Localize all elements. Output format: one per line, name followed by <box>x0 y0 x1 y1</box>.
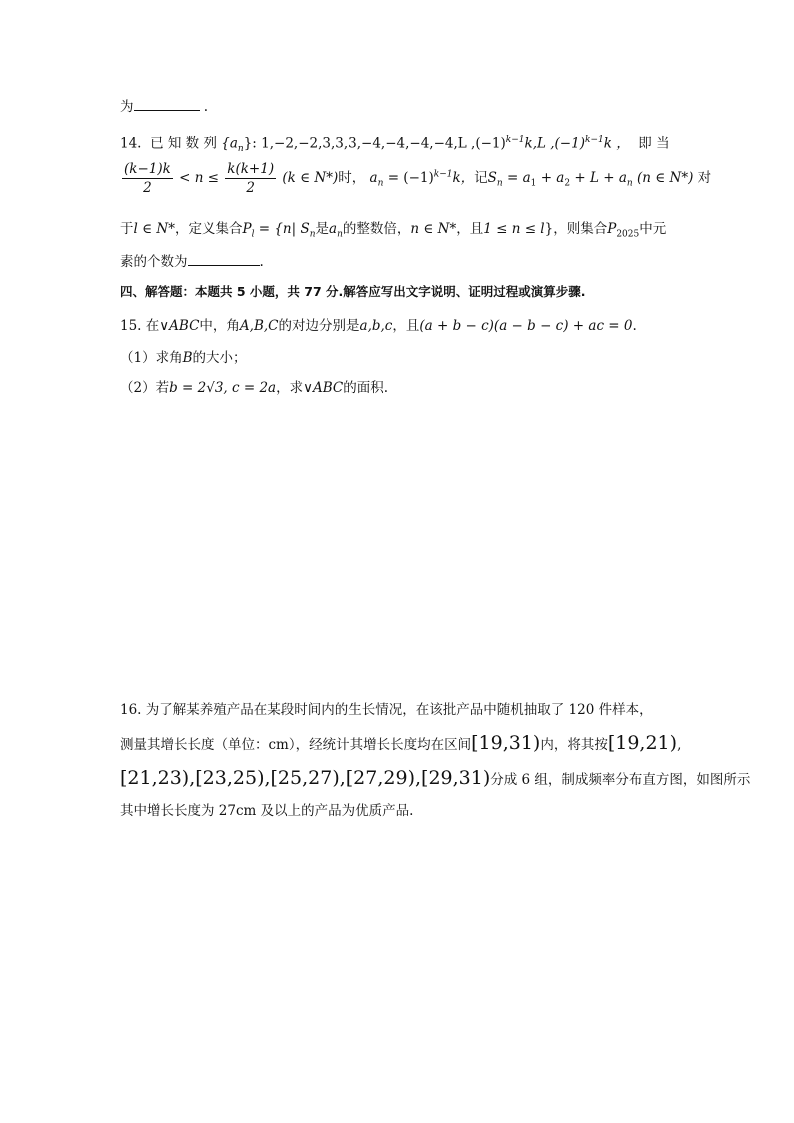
q14-relation: < n ≤ <box>179 170 219 186</box>
q14-an: a <box>369 170 378 186</box>
q14-sn-sub: n <box>496 178 503 189</box>
q16-line-4: 其中增长长度为 27cm 及以上的产品为优质产品. <box>120 803 414 819</box>
q15-part2-triangle: ∨ABC <box>303 380 344 396</box>
q14-plus-1: + a <box>536 170 565 186</box>
q15-triangle: ∨ABC <box>159 318 200 334</box>
q14-n-in: n ∈ N* <box>410 221 457 237</box>
q14-l3-prefix: 于 <box>120 221 134 237</box>
q15-number: 15. <box>120 318 142 334</box>
q14-mid-2: k ， <box>603 135 630 152</box>
q14-an2-sub: n <box>626 178 633 189</box>
q14-frac1-den: 2 <box>143 180 152 196</box>
q14-sup-1: k−1 <box>505 135 525 145</box>
q14-a2-sub: 2 <box>564 178 571 189</box>
q14-S-sub: n <box>309 229 316 240</box>
q14-line-2 <box>120 160 711 202</box>
q14-P2: P <box>607 221 617 237</box>
q15-mid: 中，角 <box>199 318 240 334</box>
q14-condition: (k ∈ N*) <box>282 170 339 186</box>
q14-number: 14. <box>120 135 142 152</box>
q14-l4-end: . <box>259 254 264 270</box>
q14-an-rest: = (−1) <box>383 170 434 186</box>
q16-line-1: 16. 为了解某养殖产品在某段时间内的生长情况，在该批产品中随机抽取了 120 件样本， <box>120 702 653 718</box>
q14-P-sub: l <box>251 229 255 240</box>
q14-line-1 <box>120 130 670 159</box>
q16-l2-mid: 内，将其按 <box>540 737 608 753</box>
q14-P2-sub: 2025 <box>616 229 640 240</box>
q14-dui: 对 <box>693 170 712 186</box>
q14-mid-1: k,L ,(−1) <box>524 135 585 152</box>
q14-line-4 <box>120 251 264 272</box>
q15-line-1 <box>120 316 637 336</box>
q16-line-2 <box>120 733 681 755</box>
q15-part2-tail: 的面积. <box>343 380 389 396</box>
q14-l3-cond: ，且 <box>456 221 484 237</box>
q16-l2-comma: , <box>677 737 682 753</box>
q14-prefix: 已 知 数 列 <box>150 135 217 152</box>
q16-interval: [19,31) <box>471 732 541 754</box>
q14-an-sup: k−1 <box>433 169 453 180</box>
q15-end: . <box>632 318 637 334</box>
q14-an-k: k， <box>452 170 475 186</box>
q14-set-open: = {n| <box>254 221 297 237</box>
section-4-heading: 四、解答题：本题共 5 小题，共 77 分.解答应写出文字说明、证明过程或演算步骤. <box>120 284 586 299</box>
q15-equation: (a + b − c)(a − b − c) + ac = 0 <box>419 318 633 334</box>
q14-is: 是 <box>315 221 330 237</box>
q15-part1-var: B <box>182 350 193 366</box>
q16-l2-pre: 测量其增长长度（单位：cm），经统计其增长长度均在区间 <box>120 737 472 753</box>
q14-an-sub: n <box>377 178 384 189</box>
q15-part2-label: （2）若 <box>120 380 170 396</box>
q14-P: P <box>242 221 252 237</box>
q14-time: 时， <box>338 170 366 186</box>
q14-sn: S <box>487 170 497 186</box>
q14-plus-2: + L + a <box>570 170 627 186</box>
q15-sides: a,b,c <box>359 318 393 334</box>
q15-angles: A,B,C <box>239 318 279 334</box>
q14-fraction-2 <box>225 160 276 197</box>
q14-fraction-1 <box>122 160 173 197</box>
q14-seq-body: : 1,−2,−2,3,3,3,−4,−4,−4,−4,L ,(−1) <box>252 135 506 152</box>
q15-part1-label: （1）求角 <box>120 350 183 366</box>
q14-seq-name: {a <box>221 135 238 152</box>
q14-set-close: }，则集合 <box>544 221 608 237</box>
q13-answer-blank[interactable] <box>134 96 200 111</box>
q13-end: . <box>203 99 209 115</box>
q14-line-3 <box>120 219 666 245</box>
q14-frac2-den: 2 <box>246 180 255 196</box>
q14-seq-sub: n <box>237 144 244 155</box>
q14-a: a <box>329 221 338 237</box>
q14-ji: 记 <box>474 170 488 186</box>
q15-part1-tail: 的大小； <box>192 350 247 366</box>
q14-sn-rest: = a <box>502 170 531 186</box>
q14-sup-2: k−1 <box>584 135 604 145</box>
q14-l4-text: 素的个数为 <box>120 254 188 270</box>
q14-range: 1 ≤ n ≤ l <box>483 221 545 237</box>
q14-frac2-num: k(k+1) <box>227 161 275 177</box>
q15-part2-mid: ，求 <box>276 380 304 396</box>
q15-part2-cond: b = 2√3, c = 2a <box>169 380 277 396</box>
q15-mid-2: 的对边分别是 <box>278 318 360 334</box>
q14-cond-2: (n ∈ N*) <box>632 170 694 186</box>
q15-pre: 在 <box>145 318 160 334</box>
q14-tail-1: 即 当 <box>638 135 670 152</box>
q14-a-sub: n <box>337 229 343 240</box>
q16-intervals: [21,23),[23,25),[25,27),[27,29),[29,31) <box>120 767 491 789</box>
q14-answer-blank[interactable] <box>188 251 260 266</box>
q14-mult: 的整数倍， <box>342 221 411 237</box>
q16-l3-tail: 分成 6 组，制成频率分布直方图，如图所示 <box>490 772 751 788</box>
q14-S: S <box>300 221 310 237</box>
q13-answer-line <box>120 96 208 117</box>
q14-a1-sub: 1 <box>530 178 537 189</box>
q15-part-2 <box>120 378 388 398</box>
q14-def: ，定义集合 <box>174 221 243 237</box>
q14-seq-close: } <box>243 135 253 152</box>
q16-first-interval: [19,21) <box>607 732 678 754</box>
q14-frac1-num: (k−1)k <box>124 161 171 177</box>
q13-lead: 为 <box>120 99 134 115</box>
q14-l-in: l ∈ N* <box>133 221 175 237</box>
q15-mid-3: ，且 <box>392 318 420 334</box>
q14-l3-tail: 中元 <box>639 221 667 237</box>
q15-part-1 <box>120 348 247 368</box>
q16-line-3 <box>120 768 750 790</box>
